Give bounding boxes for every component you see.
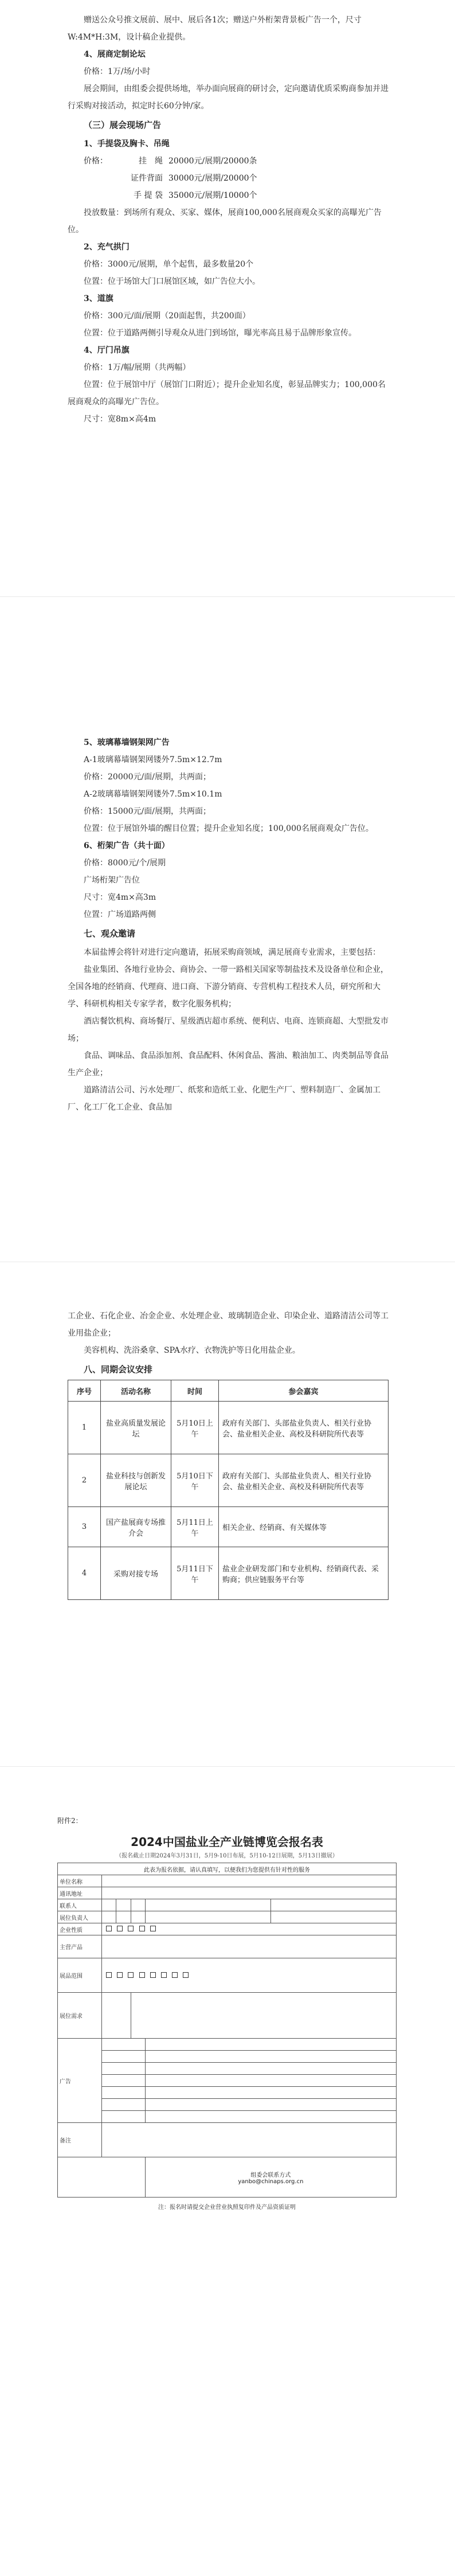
flag-position: 位置：位于道路两侧引导观众从进门到场馆，曝光率高且易于品牌形象宣传。	[84, 329, 356, 338]
arch-title: 2、充气拱门	[84, 243, 130, 252]
field-label: 企业性质	[58, 1923, 102, 1935]
section-forum-title: 4、展商定制论坛	[84, 50, 146, 59]
signature-area[interactable]	[58, 2157, 146, 2198]
ad-item-field[interactable]	[102, 2051, 146, 2063]
checkbox[interactable]	[161, 1972, 167, 1978]
form-footer-note: 注：报名时请提交企业营业执照复印件及产品资质证明	[158, 2204, 296, 2211]
arch-position: 位置：位于场馆大门口展馆区域，如广告位大小。	[84, 277, 260, 286]
glass-wall-b-price: 价格：15000元/面/展期，共两面；	[84, 807, 211, 816]
banner-title: 4、厅门吊旗	[84, 346, 130, 355]
visitor-group-3: 食品、调味品、食品添加剂、食品配料、休闲食品、酱油、粮油加工、肉类制品等食品生产企业；	[68, 1051, 389, 1078]
truss-size: 尺寸：宽4m×高3m	[84, 893, 156, 902]
ad-choice-field[interactable]	[145, 2087, 396, 2099]
event-guests: 政府有关部门、头部盐业负责人、相关行业协会、盐业相关企业、高校及科研院所代表等	[219, 1402, 389, 1454]
exhibit-range-options	[102, 1958, 397, 1993]
checkbox[interactable]	[106, 1926, 112, 1931]
visitor-group-2: 酒店餐饮机构、商场餐厅、星级酒店超市系统、便利店、电商、连锁商超、大型批发市场；	[68, 1017, 389, 1043]
field-label: 展位负责人	[58, 1911, 102, 1923]
field-label: 主营产品	[58, 1935, 102, 1958]
event-name: 采购对接专场	[101, 1547, 171, 1600]
handbag-row-2	[68, 170, 389, 187]
col-header: 活动名称	[101, 1380, 171, 1402]
price-item-value: 35000元/展期/10000个	[168, 191, 257, 200]
event-guests: 相关企业、经销商、有关媒体等	[219, 1507, 389, 1547]
table-row	[68, 1402, 389, 1454]
handbag-row-1	[68, 153, 389, 170]
event-time: 5月11日下午	[171, 1547, 219, 1600]
page-1-content	[68, 11, 389, 428]
checkbox[interactable]	[106, 1972, 112, 1978]
organizer-email: yanbo@chinaps.org.cn	[238, 2178, 304, 2185]
handbag-title: 1、手提袋及胸卡、吊绳	[84, 139, 170, 149]
handbag-desc: 投放数量：到场所有观众、买家、媒体，展商100,000名展商观众买家的高曝光广告位。	[68, 208, 382, 235]
flag-title: 3、道旗	[84, 294, 113, 303]
visitor-invite-title: 七、观众邀请	[84, 928, 136, 939]
checkbox[interactable]	[139, 1926, 145, 1931]
ad-choice-field[interactable]	[145, 2099, 396, 2111]
flag-price: 价格：300元/面/展期（20面起售，共200面）	[84, 311, 250, 321]
col-header: 时间	[171, 1380, 219, 1402]
page-4	[0, 1801, 455, 2569]
truss-title: 6、桁架广告（共十面）	[84, 841, 170, 850]
row-number: 1	[68, 1402, 101, 1454]
booth-size-field[interactable]	[102, 1993, 131, 2039]
meeting-schedule-table	[68, 1380, 389, 1600]
ad-item-field[interactable]	[102, 2063, 146, 2075]
form-subtitle: （报名截止日期2024年3月31日，5月9-10日布展，5月10-12日展期，5月13日撤展）	[116, 1853, 338, 1859]
price-item-name: 手 提 袋	[134, 191, 163, 200]
page-2	[0, 642, 455, 1216]
page-3	[0, 1296, 455, 1720]
attachment-label: 附件2：	[57, 1817, 83, 1825]
table-row	[68, 1454, 389, 1507]
event-name: 盐业科技与创新发展论坛	[101, 1454, 171, 1507]
truss-price: 价格：8000元/个/展期	[84, 858, 166, 868]
price-item-name: 证件背面	[131, 174, 163, 183]
forum-desc: 展会期间，由组委会提供场地，举办面向展商的研讨会，定向邀请优质采购商参加并进行采购对接活动，拟定时长60分钟/家。	[68, 84, 389, 111]
field-label: 联系人	[58, 1899, 102, 1911]
truss-type: 广场桁架广告位	[84, 876, 140, 885]
contact-extra-field[interactable]	[270, 1899, 396, 1911]
event-time: 5月10日下午	[171, 1454, 219, 1507]
ad-item-field[interactable]	[102, 2039, 146, 2051]
booth-manager-field[interactable]	[102, 1911, 116, 1923]
company-name-field[interactable]	[102, 1875, 397, 1887]
visitor-group-4-cont: 工企业、石化企业、冶金企业、水处理企业、玻璃制造企业、印染企业、道路清洁公司等工业用盐企业；	[68, 1312, 389, 1338]
col-header: 参会嘉宾	[219, 1380, 389, 1402]
row-number: 3	[68, 1507, 101, 1547]
price-item-value: 20000元/展期/20000条	[168, 157, 257, 166]
ad-item-field[interactable]	[102, 2099, 146, 2111]
visitor-group-1: 盐业集团、各地行业协会、商协会、一带一路相关国家等制盐技术及设备单位和企业，全国各地的经销商、代理商、进口商、下游分销商、专营机构工程技术人员，研究所和大学、科研机构相关专家学者，数字化服务机构；	[68, 965, 389, 1009]
field-label: 通讯地址	[58, 1887, 102, 1899]
page-4-content	[57, 1812, 397, 2216]
banner-size: 尺寸：宽8m×高4m	[84, 415, 156, 424]
visitor-intro: 本届盐博会将针对进行定向邀请，拓展采购商领域，满足展商专业需求，主要包括：	[84, 948, 381, 957]
booth-type-field[interactable]	[131, 1993, 397, 2039]
checkbox[interactable]	[172, 1972, 178, 1978]
intro-text: 赠送公众号推文展前、展中、展后各1次；赠送户外桁架背景板广告一个，尺寸W:4M*H:3M，设计稿企业提供。	[68, 15, 362, 42]
ad-choice-field[interactable]	[145, 2111, 396, 2123]
ad-choice-field[interactable]	[145, 2051, 396, 2063]
glass-wall-a-price: 价格：20000元/面/展期，共两面；	[84, 772, 211, 782]
field-label: 展品范围	[58, 1958, 102, 1993]
field-label: 备注	[58, 2123, 102, 2157]
price-item-value: 30000元/展期/20000个	[168, 174, 257, 183]
booth-manager-extra-field[interactable]	[270, 1911, 396, 1923]
field-label: 广告	[58, 2039, 102, 2123]
organizer-label: 组委会联系方式	[250, 2172, 291, 2179]
forum-price: 价格：1万/场/小时	[84, 67, 151, 76]
banner-price: 价格：1万/幅/展期（共两幅）	[84, 363, 191, 372]
company-type-options	[102, 1923, 397, 1935]
truss-position: 位置：广场道路两侧	[84, 910, 156, 919]
row-number: 4	[68, 1547, 101, 1600]
page-divider	[0, 596, 455, 597]
ad-item-field[interactable]	[102, 2075, 146, 2087]
meetings-title: 八、同期会议安排	[84, 1364, 153, 1375]
onsite-ads-title: （三）展会现场广告	[84, 120, 162, 130]
ad-choice-field[interactable]	[145, 2063, 396, 2075]
handbag-row-3	[68, 187, 389, 204]
table-row	[68, 1507, 389, 1547]
checkbox[interactable]	[128, 1926, 134, 1931]
page-1	[0, 0, 455, 585]
booth-manager-mobile-field[interactable]	[131, 1911, 145, 1923]
checkbox[interactable]	[139, 1972, 145, 1978]
registration-table	[57, 1863, 397, 2198]
page-divider	[0, 1766, 455, 1767]
contact-mobile-field[interactable]	[131, 1899, 145, 1911]
event-name: 盐业高质量发展论坛	[101, 1402, 171, 1454]
form-note: 此表为报名依据，请认真填写，以便我们为您提供有针对性的服务	[58, 1863, 397, 1875]
contact-phone-field[interactable]	[116, 1899, 131, 1911]
checkbox[interactable]	[183, 1972, 189, 1978]
ad-choice-field[interactable]	[145, 2075, 396, 2087]
visitor-group-5: 美容机构、洗浴桑拿、SPA水疗、衣物洗护等日化用盐企业。	[84, 1346, 300, 1355]
checkbox[interactable]	[117, 1926, 123, 1931]
field-label: 展位需求	[58, 1993, 102, 2039]
field-label: 单位名称	[58, 1875, 102, 1887]
row-number: 2	[68, 1454, 101, 1507]
main-products-field[interactable]	[102, 1935, 397, 1958]
checkbox[interactable]	[150, 1972, 156, 1978]
remarks-field[interactable]	[102, 2123, 397, 2157]
page-3-content	[68, 1307, 389, 1600]
price-label: 价格：	[84, 157, 108, 166]
ad-item-field[interactable]	[102, 2111, 146, 2123]
page-2-content	[68, 734, 389, 1116]
glass-wall-b-size: A-2玻璃幕墙钢架网镂外7.5m×10.1m	[84, 790, 222, 799]
arch-price: 价格：3000元/展期，单个起售，最多数量20个	[84, 260, 254, 269]
glass-wall-title: 5、玻璃幕墙钢架网广告	[84, 738, 170, 747]
glass-wall-a-size: A-1玻璃幕墙钢架网镂外7.5m×12.7m	[84, 755, 222, 764]
contact-field[interactable]	[102, 1899, 116, 1911]
visitor-group-4: 道路清洁公司、污水处理厂、纸浆和造纸工业、化肥生产厂、塑料制造厂、金属加工厂、化工厂化工企业、食品加	[68, 1086, 381, 1112]
address-field[interactable]	[102, 1887, 397, 1899]
banner-position: 位置：位于展馆中厅（展馆门口附近）；提升企业知名度，彰显品牌实力；100,000名展商观众的高曝光广告位。	[68, 380, 386, 407]
event-time: 5月10日上午	[171, 1402, 219, 1454]
glass-wall-position: 位置：位于展馆外墙的醒目位置；提升企业知名度；100,000名展商观众广告位。	[84, 824, 374, 833]
checkbox[interactable]	[117, 1972, 123, 1978]
booth-manager-phone-field[interactable]	[116, 1911, 131, 1923]
col-header: 序号	[68, 1380, 101, 1402]
checkbox[interactable]	[150, 1926, 156, 1931]
booth-manager-email-field[interactable]	[145, 1911, 270, 1923]
event-guests: 盐业企业研发部门和专业机构、经销商代表、采购商；供应链服务平台等	[219, 1547, 389, 1600]
table-row	[68, 1547, 389, 1600]
ad-item-field[interactable]	[102, 2087, 146, 2099]
contact-email-field[interactable]	[145, 1899, 270, 1911]
event-time: 5月11日上午	[171, 1507, 219, 1547]
ad-choice-field[interactable]	[145, 2039, 396, 2051]
price-item-name: 挂 绳	[139, 157, 163, 166]
table-header-row	[68, 1380, 389, 1402]
checkbox[interactable]	[128, 1972, 134, 1978]
event-name: 国产盐展商专场推介会	[101, 1507, 171, 1547]
organizer-contact	[145, 2157, 396, 2198]
form-title: 2024中国盐业全产业链博览会报名表	[131, 1835, 323, 1849]
event-guests: 政府有关部门、头部盐业负责人、相关行业协会、盐业相关企业、高校及科研院所代表等	[219, 1454, 389, 1507]
